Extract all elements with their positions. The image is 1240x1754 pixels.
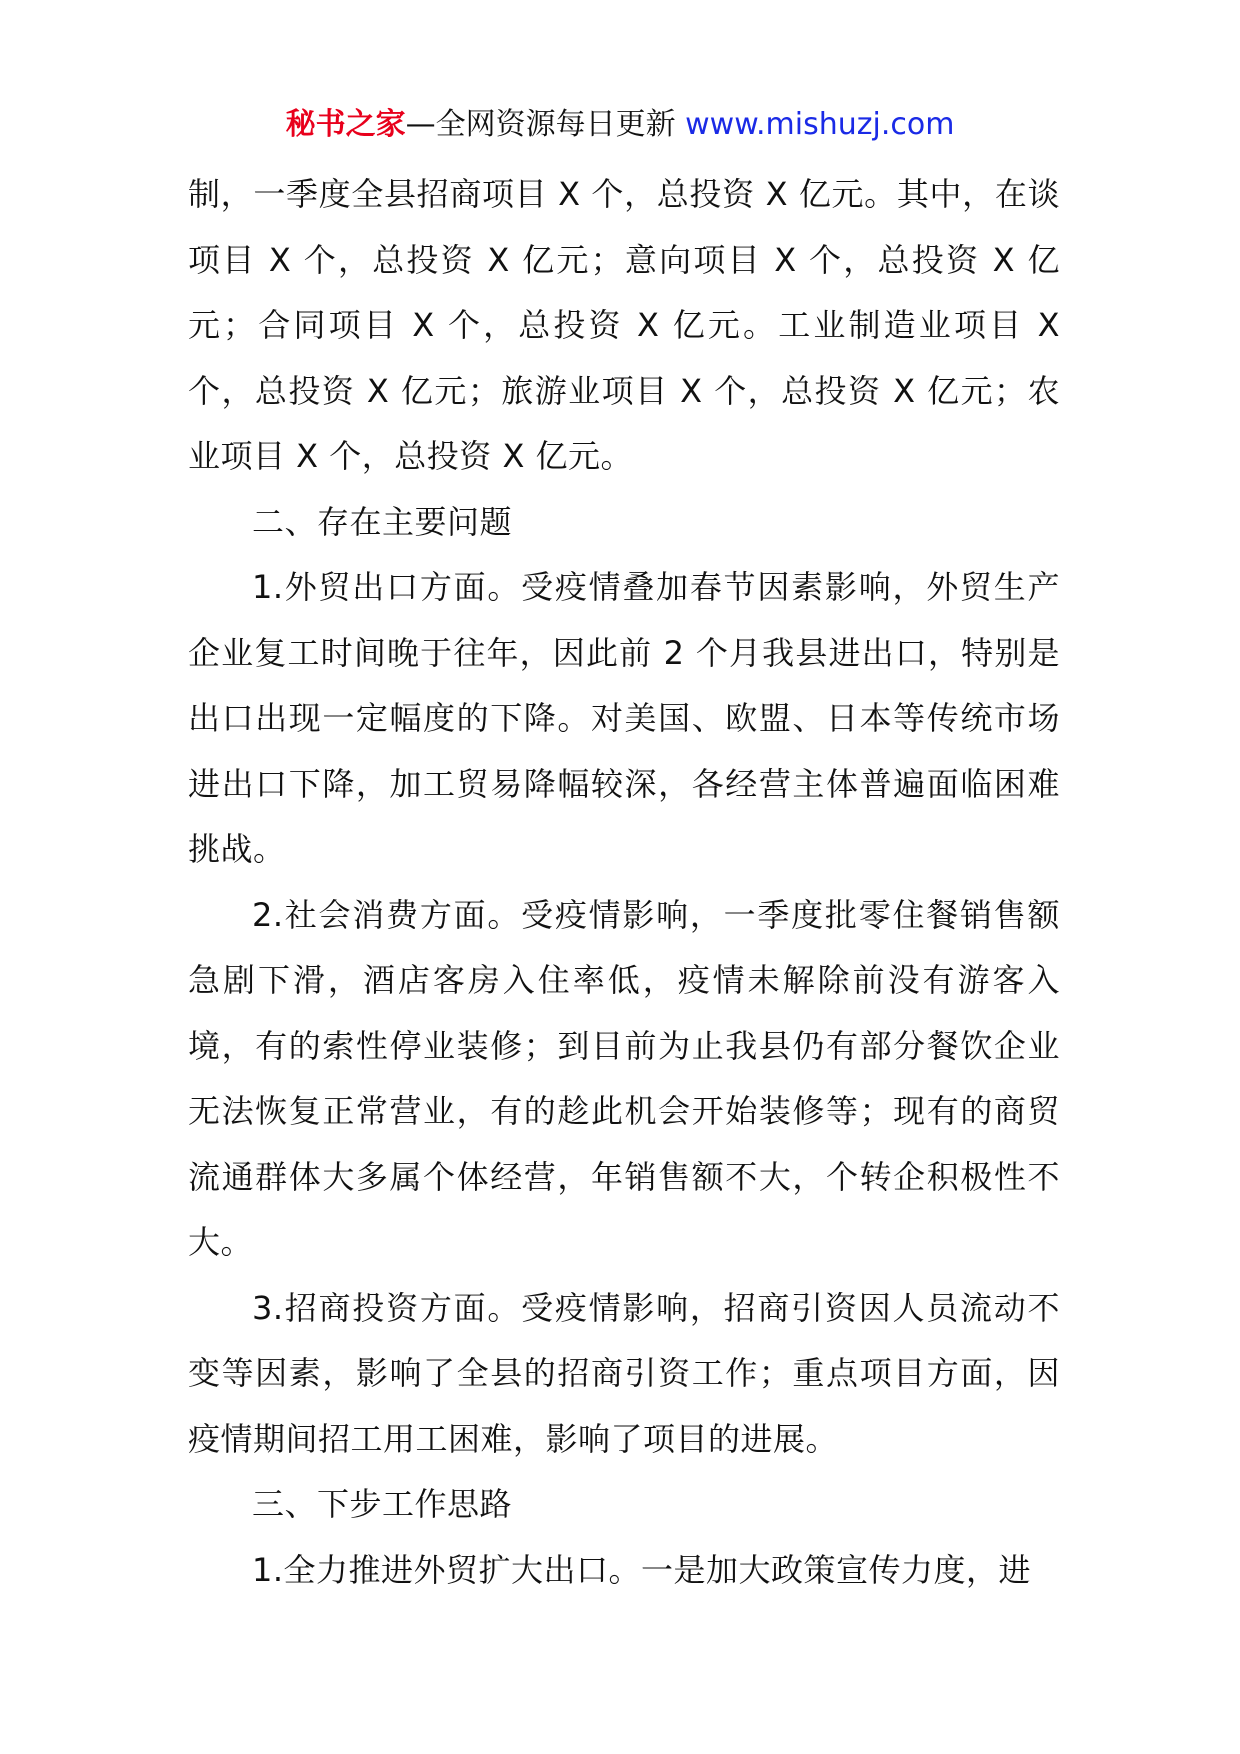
document-body [188,162,1060,1603]
paragraph-continued-investment-stats: 制，一季度全县招商项目 X 个，总投资 X 亿元。其中，在谈项目 X 个，总投资 X 亿元；意向项目 X 个，总投资 X 亿元；合同项目 X 个，总投资 X 亿元。工业制造业项目 X 个，总投资 X 亿元；旅游业项目 X 个，总投资 X 亿元；农业项目 X 个，总投资 X 亿元。 [188,175,1060,475]
section-heading-next-steps: 三、下步工作思路 [252,1485,513,1523]
paragraph-social-consumption: 2.社会消费方面。受疫情影响，一季度批零住餐销售额急剧下滑，酒店客房入住率低，疫情未解除前没有游客入境，有的索性停业装修；到目前为止我县仍有部分餐饮企业无法恢复正常营业，有的趁此机会开始装修等；现有的商贸流通群体大多属个体经营，年销售额不大，个转企积极性不大。 [188,895,1060,1261]
paragraph-investment-attraction: 3.招商投资方面。受疫情影响，招商引资因人员流动不变等因素，影响了全县的招商引资工作；重点项目方面，因疫情期间招工用工困难，影响了项目的进展。 [188,1288,1060,1458]
site-url-link[interactable]: www.mishuzj.com [685,107,955,142]
brand-name: 秘书之家 [285,107,406,142]
paragraph-promote-exports: 1.全力推进外贸扩大出口。一是加大政策宣传力度，进 [252,1550,1032,1589]
section-heading-main-problems: 二、存在主要问题 [252,502,513,541]
paragraph-foreign-trade-exports: 1.外贸出口方面。受疫情叠加春节因素影响，外贸生产企业复工时间晚于往年，因此前 2 个月我县进出口，特别是出口出现一定幅度的下降。对美国、欧盟、日本等传统市场进出口下降，加工贸易降幅较深，各经营主体普遍面临困难挑战。 [188,568,1060,868]
header-slogan: —全网资源每日更新 [405,107,686,142]
page-header [0,100,1240,150]
